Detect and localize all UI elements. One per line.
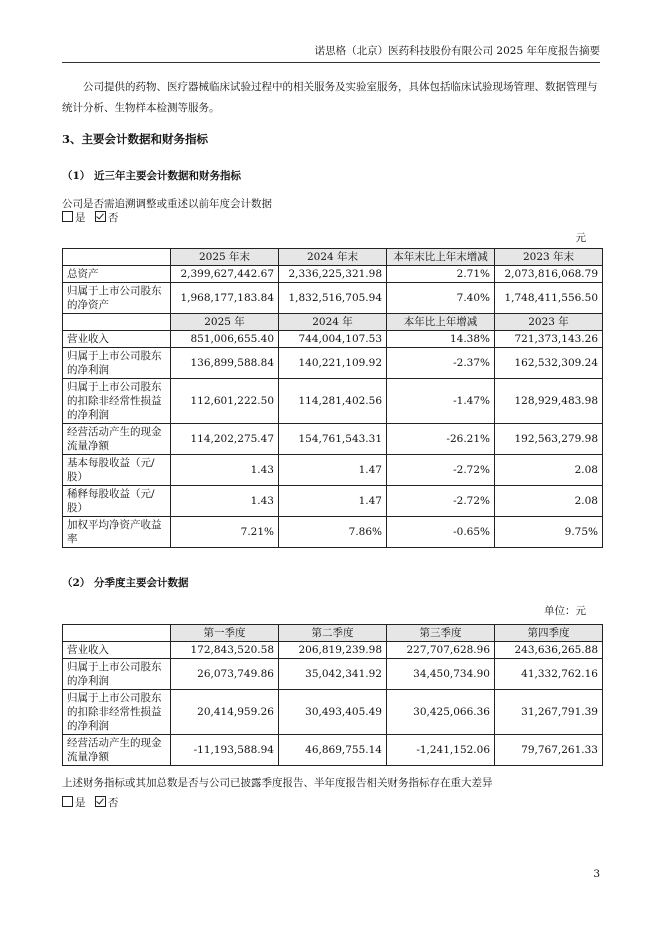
table-header-year-end xyxy=(63,249,603,266)
table-row xyxy=(63,659,603,690)
value-cell: 114,202,275.47 xyxy=(171,424,279,455)
value-cell: 2,336,225,321.98 xyxy=(279,266,387,283)
row-label: 总资产 xyxy=(63,266,171,283)
value-cell: -2.72% xyxy=(387,455,495,486)
table-row xyxy=(63,455,603,486)
value-cell: 140,221,109.92 xyxy=(279,348,387,379)
page-number: 3 xyxy=(593,868,600,880)
section-3-title: 3、主要会计数据和财务指标 xyxy=(62,132,209,146)
value-cell: 30,425,066.36 xyxy=(387,690,495,735)
value-cell: 1.47 xyxy=(279,455,387,486)
discrepancy-question: 上述财务指标或其加总数是否与公司已披露季度报告、半年度报告相关财务指标存在重大差异 xyxy=(62,777,493,789)
value-cell: -26.21% xyxy=(387,424,495,455)
row-label: 加权平均净资产收益率 xyxy=(63,517,171,548)
value-cell: -2.72% xyxy=(387,486,495,517)
value-cell: 154,761,543.31 xyxy=(279,424,387,455)
column-header: 第一季度 xyxy=(171,625,279,642)
value-cell: 721,373,143.26 xyxy=(495,331,603,348)
column-header: 2024 年 xyxy=(279,314,387,331)
column-header: 本年比上年增减 xyxy=(387,314,495,331)
value-cell: 2,073,816,068.79 xyxy=(495,266,603,283)
subsection-1-title: （1） 近三年主要会计数据和财务指标 xyxy=(62,170,241,182)
yes-checkbox-2[interactable] xyxy=(62,796,73,807)
table-header-quarters xyxy=(63,625,603,642)
value-cell: 744,004,107.53 xyxy=(279,331,387,348)
value-cell: 1,968,177,183.84 xyxy=(171,283,279,314)
row-label: 经营活动产生的现金流量净额 xyxy=(63,735,171,766)
value-cell: 851,006,655.40 xyxy=(171,331,279,348)
row-label: 归属于上市公司股东的净资产 xyxy=(63,283,171,314)
value-cell: 1,832,516,705.94 xyxy=(279,283,387,314)
value-cell: 7.40% xyxy=(387,283,495,314)
row-label: 营业收入 xyxy=(63,642,171,659)
value-cell: 46,869,755.14 xyxy=(279,735,387,766)
three-year-financials-table xyxy=(62,248,603,548)
yes-checkbox[interactable] xyxy=(62,211,73,222)
value-cell: 34,450,734.90 xyxy=(387,659,495,690)
row-label: 归属于上市公司股东的净利润 xyxy=(63,659,171,690)
header-corner-cell xyxy=(63,314,171,331)
value-cell: 206,819,239.98 xyxy=(279,642,387,659)
no-label-2: 否 xyxy=(107,797,119,809)
value-cell: 41,332,762.16 xyxy=(495,659,603,690)
value-cell: 227,707,628.96 xyxy=(387,642,495,659)
yes-label-2: 是 xyxy=(75,797,86,809)
discrepancy-options xyxy=(62,795,118,810)
value-cell: 2.71% xyxy=(387,266,495,283)
table-header-year xyxy=(63,314,603,331)
value-cell: 2.08 xyxy=(495,455,603,486)
value-cell: 172,843,520.58 xyxy=(171,642,279,659)
column-header: 2023 年 xyxy=(495,314,603,331)
value-cell: 26,073,749.86 xyxy=(171,659,279,690)
row-label: 归属于上市公司股东的扣除非经常性损益的净利润 xyxy=(63,690,171,735)
table-row xyxy=(63,331,603,348)
value-cell: -1.47% xyxy=(387,379,495,424)
value-cell: 112,601,222.50 xyxy=(171,379,279,424)
table-row xyxy=(63,642,603,659)
column-header: 第四季度 xyxy=(495,625,603,642)
value-cell: 243,636,265.88 xyxy=(495,642,603,659)
row-label: 经营活动产生的现金流量净额 xyxy=(63,424,171,455)
unit-label-2: 单位：元 xyxy=(544,605,586,617)
intro-paragraph: 公司提供的药物、医疗器械临床试验过程中的相关服务及实验室服务，具体包括临床试验现场管理、数据管理与统计分析、生物样本检测等服务。 xyxy=(62,81,598,114)
value-cell: 7.21% xyxy=(171,517,279,548)
column-header: 第二季度 xyxy=(279,625,387,642)
restatement-question: 公司是否需追溯调整或重述以前年度会计数据 xyxy=(62,198,272,210)
value-cell: 2,399,627,442.67 xyxy=(171,266,279,283)
table-row xyxy=(63,690,603,735)
value-cell: 7.86% xyxy=(279,517,387,548)
header-corner-cell xyxy=(63,249,171,266)
column-header: 2023 年末 xyxy=(495,249,603,266)
value-cell: -2.37% xyxy=(387,348,495,379)
quarterly-financials-table xyxy=(62,624,603,766)
restatement-options xyxy=(62,210,118,225)
no-label: 否 xyxy=(107,212,119,224)
row-label: 基本每股收益（元/股） xyxy=(63,455,171,486)
value-cell: 35,042,341.92 xyxy=(279,659,387,690)
unit-label: 元 xyxy=(575,232,586,244)
column-header: 2024 年末 xyxy=(279,249,387,266)
value-cell: -1,241,152.06 xyxy=(387,735,495,766)
table-row xyxy=(63,424,603,455)
value-cell: 1,748,411,556.50 xyxy=(495,283,603,314)
row-label: 稀释每股收益（元/股） xyxy=(63,486,171,517)
value-cell: 30,493,405.49 xyxy=(279,690,387,735)
table-row xyxy=(63,283,603,314)
value-cell: 162,532,309.24 xyxy=(495,348,603,379)
value-cell: 136,899,588.84 xyxy=(171,348,279,379)
page-header: 诺思格（北京）医药科技股份有限公司 2025 年年度报告摘要 xyxy=(62,43,600,63)
row-label: 归属于上市公司股东的净利润 xyxy=(63,348,171,379)
table-row xyxy=(63,735,603,766)
row-label: 归属于上市公司股东的扣除非经常性损益的净利润 xyxy=(63,379,171,424)
no-checkbox-checked[interactable] xyxy=(95,211,106,222)
value-cell: 2.08 xyxy=(495,486,603,517)
column-header: 本年末比上年末增减 xyxy=(387,249,495,266)
yes-label: 是 xyxy=(75,212,86,224)
value-cell: 192,563,279.98 xyxy=(495,424,603,455)
table-row xyxy=(63,517,603,548)
value-cell: -11,193,588.94 xyxy=(171,735,279,766)
column-header: 2025 年 xyxy=(171,314,279,331)
no-checkbox-checked-2[interactable] xyxy=(95,796,106,807)
value-cell: 128,929,483.98 xyxy=(495,379,603,424)
value-cell: 114,281,402.56 xyxy=(279,379,387,424)
value-cell: 9.75% xyxy=(495,517,603,548)
subsection-2-title: （2） 分季度主要会计数据 xyxy=(62,577,189,589)
value-cell: 1.43 xyxy=(171,486,279,517)
value-cell: 1.43 xyxy=(171,455,279,486)
value-cell: 79,767,261.33 xyxy=(495,735,603,766)
value-cell: 20,414,959.26 xyxy=(171,690,279,735)
table-row xyxy=(63,486,603,517)
column-header: 2025 年末 xyxy=(171,249,279,266)
value-cell: 14.38% xyxy=(387,331,495,348)
value-cell: 31,267,791.39 xyxy=(495,690,603,735)
header-corner-cell xyxy=(63,625,171,642)
table-row xyxy=(63,266,603,283)
value-cell: 1.47 xyxy=(279,486,387,517)
table-row xyxy=(63,379,603,424)
table-row xyxy=(63,348,603,379)
value-cell: -0.65% xyxy=(387,517,495,548)
row-label: 营业收入 xyxy=(63,331,171,348)
column-header: 第三季度 xyxy=(387,625,495,642)
